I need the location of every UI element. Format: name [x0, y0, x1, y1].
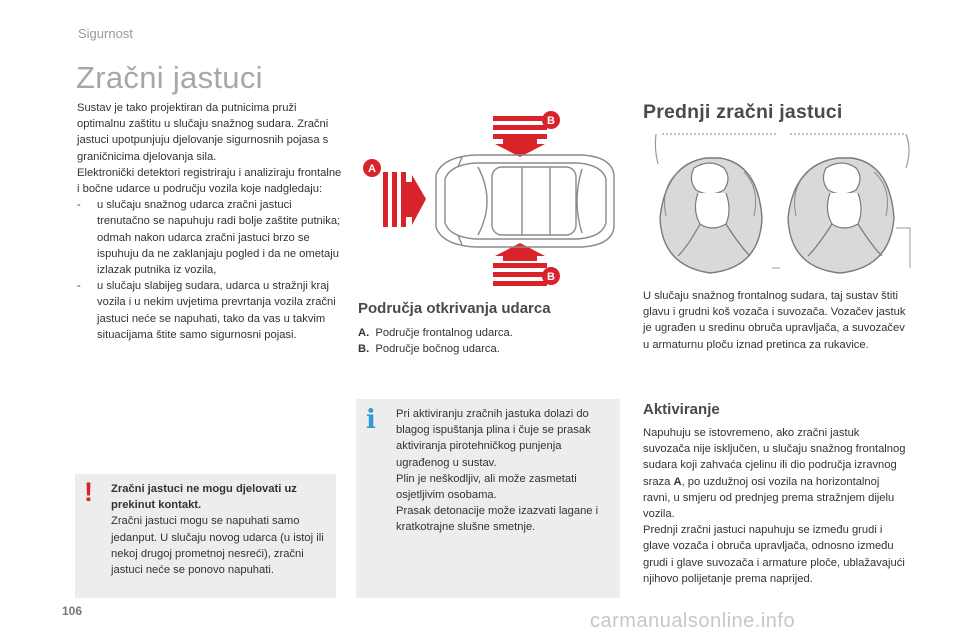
info-text — [396, 406, 611, 536]
section-header: Sigurnost — [78, 26, 133, 41]
zones-title: Područja otkrivanja udarca — [358, 300, 551, 317]
driver-airbag — [660, 158, 762, 273]
activation-p1-end: , po uzdužnoj osi vozila na horizontalnoj ravni, u smjeru od prednjeg prema stražnjem dijelu vozila. — [643, 475, 895, 521]
impact-zones-diagram — [350, 105, 620, 295]
info-text-1: Pri aktiviranju zračnih jastuka dolazi do blagog ispuštanja plina i čuje se prasak aktiviranja pirotehničkog punjenja ugrađenog u sustav. — [396, 408, 591, 469]
zone-item-a — [358, 325, 618, 341]
intro-paragraph-2: Elektronički detektori registriraju i analiziraju frontalne i bočne udarce u području vozila koje nadgledaju: — [77, 166, 342, 196]
zone-a-label: A — [368, 163, 376, 175]
bullet-text: u slučaju snažnog udarca zračni jastuci trenutačno se napuhuju radi bolje zaštite putnika; odmah nakon udarca zračni jastuci brzo se ispuhuju da ne zaklanjaju pogled i da ne ometaju izlazak putnika iz vozila, — [97, 199, 341, 277]
zone-a-marker — [363, 159, 381, 177]
warning-title: Zračni jastuci ne mogu djelovati uz prekinut kontakt. — [111, 483, 297, 512]
front-impact-arrow — [383, 172, 426, 227]
activation-text — [643, 425, 908, 587]
intro-text — [77, 100, 345, 343]
front-airbags-title: Prednji zračni jastuci — [643, 101, 843, 123]
bottom-impact-arrow — [493, 243, 547, 286]
bullet-text: u slučaju slabijeg sudara, udarca u stražnji kraj vozila i u nekim uvjetima prevrtanja vozila zračni jastuci neće se napuhati, tako da vas u takvim situacijama štite samo sigurnosni pojasi. — [97, 280, 336, 341]
zone-b-bottom-marker — [542, 267, 560, 285]
intro-bullet-1 — [77, 197, 345, 278]
watermark: carmanualsonline.info — [590, 610, 796, 632]
page-number: 106 — [62, 604, 83, 618]
bullet-dash: - — [77, 199, 81, 212]
activation-p1-start: Napuhuju se istovremeno, ako zračni jastuk suvozača nije isključen, u slučaju snažnog frontalnog sudara koji zahvaća cjelinu ili dio područja izravnog sraza — [643, 427, 906, 488]
warning-body: Zračni jastuci mogu se napuhati samo jedanput. U slučaju novog udarca (u istoj ili nekoj drugoj prometnoj nesreći), zračni jastuci neće se ponovo napuhati. — [111, 515, 324, 577]
zone-item-b — [358, 341, 618, 357]
info-icon: i — [366, 405, 376, 435]
top-impact-arrow — [493, 116, 547, 157]
intro-paragraph-1: Sustav je tako projektiran da putnicima pruži optimalnu zaštitu u slučaju snažnog sudara. Zračni jastuci upotpunjuju djelovanje sigurnosnih pojasa s graničnicima djelovanja sila. — [77, 102, 329, 163]
zones-list — [358, 325, 618, 357]
zone-b-bottom-label: B — [547, 271, 555, 283]
bullet-dash: - — [77, 280, 81, 293]
warning-icon: ! — [84, 477, 93, 507]
page-title: Zračni jastuci — [76, 60, 263, 95]
warning-text — [111, 481, 331, 578]
info-text-2: Plin je neškodljiv, ali može zasmetati osjetljivim osobama. — [396, 472, 577, 502]
zone-text: Područje frontalnog udarca. — [375, 327, 513, 339]
info-text-3: Prasak detonacije može izazvati lagane i kratkotrajne slušne smetnje. — [396, 505, 599, 534]
zone-b-top-marker — [542, 111, 560, 129]
car-top-view — [436, 155, 614, 247]
activation-paragraph-2: Prednji zračni jastuci napuhuju se između grudi i glave vozača i obruča upravljača, odnosno između grudi i glave suvozača i armature ploče, ublažavajući njihovo polijetanje prema naprijed. — [643, 524, 905, 585]
activation-title: Aktiviranje — [643, 401, 720, 418]
passenger-airbag — [788, 158, 894, 273]
intro-bullet-2 — [77, 278, 345, 343]
zone-key: B. — [358, 343, 370, 356]
front-airbag-illustration — [648, 128, 918, 278]
zone-b-top-label: B — [547, 115, 555, 127]
activation-paragraph-1 — [643, 425, 908, 522]
zone-key: A. — [358, 327, 370, 339]
activation-zone-ref: A — [673, 475, 682, 488]
front-airbags-description: U slučaju snažnog frontalnog sudara, taj sustav štiti glavu i grudni koš vozača i suvozača. Vozačev jastuk je ugrađen u sredinu obruča upravljača, a suvozačev u armaturnu ploču iznad pretinca za rukavice. — [643, 290, 906, 351]
zone-text: Područje bočnog udarca. — [375, 343, 500, 356]
